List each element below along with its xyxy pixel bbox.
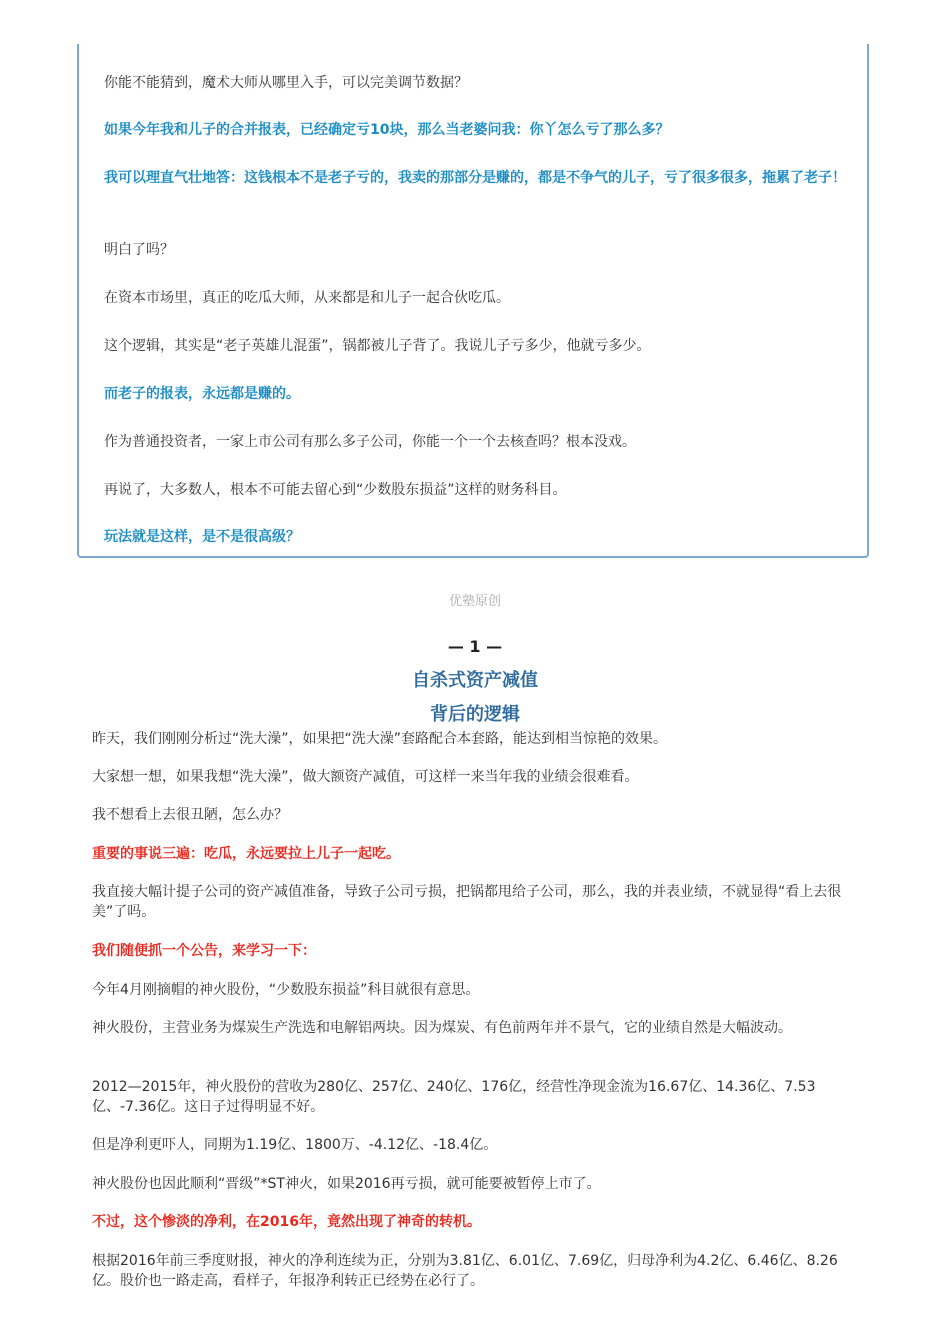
section-number: — 1 — (447, 637, 503, 656)
section-title-line2: 背后的逻辑 (430, 704, 520, 725)
quote-highlight: 玩法就是这样，是不是很高级？ (104, 529, 300, 545)
quote-paragraph: 这个逻辑，其实是“老子英雄儿混蛋”，锅都被儿子背了。我说儿子亏多少，他就亏多少。 (104, 338, 651, 354)
body-paragraph: 我直接大幅计提子公司的资产减值准备，导致子公司亏损，把锅都甩给子公司，那么，我的并表业绩，不就显得“看上去很美”了吗。 (92, 884, 842, 920)
quote-paragraph: 在资本市场里，真正的吃瓜大师，从来都是和儿子一起合伙吃瓜。 (104, 290, 510, 306)
quote-paragraph: 作为普通投资者，一家上市公司有那么多子公司，你能一个一个去核查吗？根本没戏。 (104, 434, 636, 450)
quote-paragraph: 再说了，大多数人，根本不可能去留心到“少数股东损益”这样的财务科目。 (104, 482, 567, 498)
quote-paragraph: 明白了吗？ (104, 242, 174, 258)
body-paragraph: 但是净利更吓人，同期为1.19亿、1800万、-4.12亿、-18.4亿。 (92, 1137, 498, 1153)
body-paragraph: 2012—2015年，神火股份的营收为280亿、257亿、240亿、176亿，经营性净现金流为16.67亿、14.36亿、7.53亿、-7.36亿。这日子过得明显不好。 (92, 1079, 816, 1115)
body-paragraph: 我不想看上去很丑陋，怎么办？ (92, 807, 288, 823)
body-emphasis: 不过，这个惨淡的净利，在2016年，竟然出现了神奇的转机。 (92, 1214, 481, 1230)
body-paragraph: 神火股份也因此顺利“晋级”*ST神火，如果2016再亏损，就可能要被暂停上市了。 (92, 1176, 601, 1192)
body-paragraph: 根据2016年前三季度财报，神火的净利连续为正，分别为3.81亿、6.01亿、7.69亿，归母净利为4.2亿、6.46亿、8.26亿。股价也一路走高，看样子，年报净利转正已经势在必行了。 (92, 1253, 838, 1289)
body-paragraph: 大家想一想，如果我想“洗大澡”，做大额资产减值，可这样一来当年我的业绩会很难看。 (92, 769, 639, 785)
body-paragraph: 昨天，我们刚刚分析过“洗大澡”，如果把“洗大澡”套路配合本套路，能达到相当惊艳的效果。 (92, 731, 668, 747)
quote-highlight: 我可以理直气壮地答：这钱根本不是老子亏的，我卖的那部分是赚的，都是不争气的儿子，亏了很多很多，拖累了老子！ (104, 170, 846, 186)
body-paragraph: 今年4月刚摘帽的神火股份，“少数股东损益”科目就很有意思。 (92, 982, 480, 998)
quote-highlight: 而老子的报表，永远都是赚的。 (104, 386, 300, 402)
body-emphasis: 重要的事说三遍：吃瓜，永远要拉上儿子一起吃。 (92, 846, 400, 862)
quote-paragraph: 你能不能猜到，魔术大师从哪里入手，可以完美调节数据？ (104, 75, 468, 91)
body-paragraph: 神火股份，主营业务为煤炭生产洗选和电解铝两块。因为煤炭、有色前两年并不景气，它的业绩自然是大幅波动。 (92, 1020, 792, 1036)
source-label: 优塾原创 (448, 594, 501, 609)
body-emphasis: 我们随便抓一个公告，来学习一下： (92, 943, 316, 959)
section-title-line1: 自杀式资产减值 (412, 670, 538, 691)
quote-highlight: 如果今年我和儿子的合并报表，已经确定亏10块，那么当老婆问我：你丫怎么亏了那么多？ (104, 122, 670, 138)
